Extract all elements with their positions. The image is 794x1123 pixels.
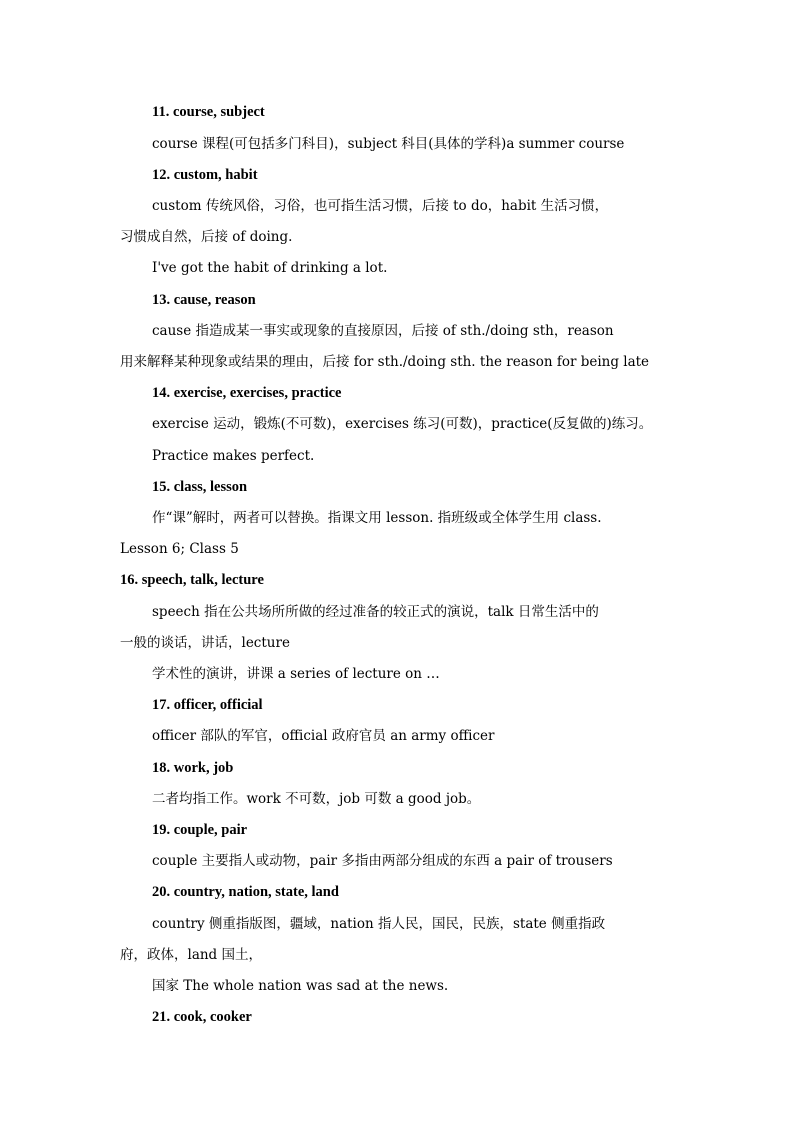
text-line: 习惯成自然，后接 of doing.	[120, 229, 293, 245]
text-line: 二者均指工作。work 不可数，job 可数 a good job。	[152, 791, 481, 807]
heading-15: 15. class, lesson	[152, 479, 248, 495]
text-line: I've got the habit of drinking a lot.	[152, 260, 388, 276]
text-line: 学术性的演讲，讲课 a series of lecture on …	[152, 666, 440, 682]
text-line: cause 指造成某一事实或现象的直接原因，后接 of sth./doing sth，reason	[152, 323, 614, 339]
text-line: Practice makes perfect.	[152, 448, 315, 464]
text-line: couple 主要指人或动物，pair 多指由两部分组成的东西 a pair of trousers	[152, 853, 613, 869]
text-line: speech 指在公共场所所做的经过准备的较正式的演说，talk 日常生活中的	[152, 604, 599, 620]
text-line: 用来解释某种现象或结果的理由，后接 for sth./doing sth. the reason for being late	[120, 354, 650, 370]
heading-18: 18. work, job	[152, 760, 234, 776]
text-line: course 课程(可包括多门科目)，subject 科目(具体的学科)a summer course	[152, 136, 625, 152]
heading-12: 12. custom, habit	[152, 167, 258, 183]
text-line: 作“课”解时，两者可以替换。指课文用 lesson. 指班级或全体学生用 class.	[152, 510, 602, 526]
text-line: custom 传统风俗，习俗，也可指生活习惯，后接 to do，habit 生活习惯，	[152, 198, 609, 214]
text-line: 国家 The whole nation was sad at the news.	[152, 978, 449, 994]
heading-19: 19. couple, pair	[152, 822, 248, 838]
text-line: Lesson 6; Class 5	[120, 541, 239, 557]
heading-11: 11. course, subject	[152, 104, 265, 120]
heading-13: 13. cause, reason	[152, 292, 256, 308]
text-line: exercise 运动，锻炼(不可数)，exercises 练习(可数)，practice(反复做的)练习。	[152, 416, 653, 432]
text-line: officer 部队的军官，official 政府官员 an army officer	[152, 728, 495, 744]
heading-14: 14. exercise, exercises, practice	[152, 385, 342, 401]
text-line: 府，政体，land 国土，	[120, 947, 262, 963]
text-line: country 侧重指版图，疆域，nation 指人民，国民，民族，state 侧重指政	[152, 916, 606, 932]
heading-17: 17. officer, official	[152, 697, 263, 713]
text-line: 一般的谈话，讲话，lecture	[120, 635, 290, 651]
heading-16: 16. speech, talk, lecture	[120, 572, 264, 588]
heading-20: 20. country, nation, state, land	[152, 884, 339, 900]
heading-21: 21. cook, cooker	[152, 1009, 252, 1025]
